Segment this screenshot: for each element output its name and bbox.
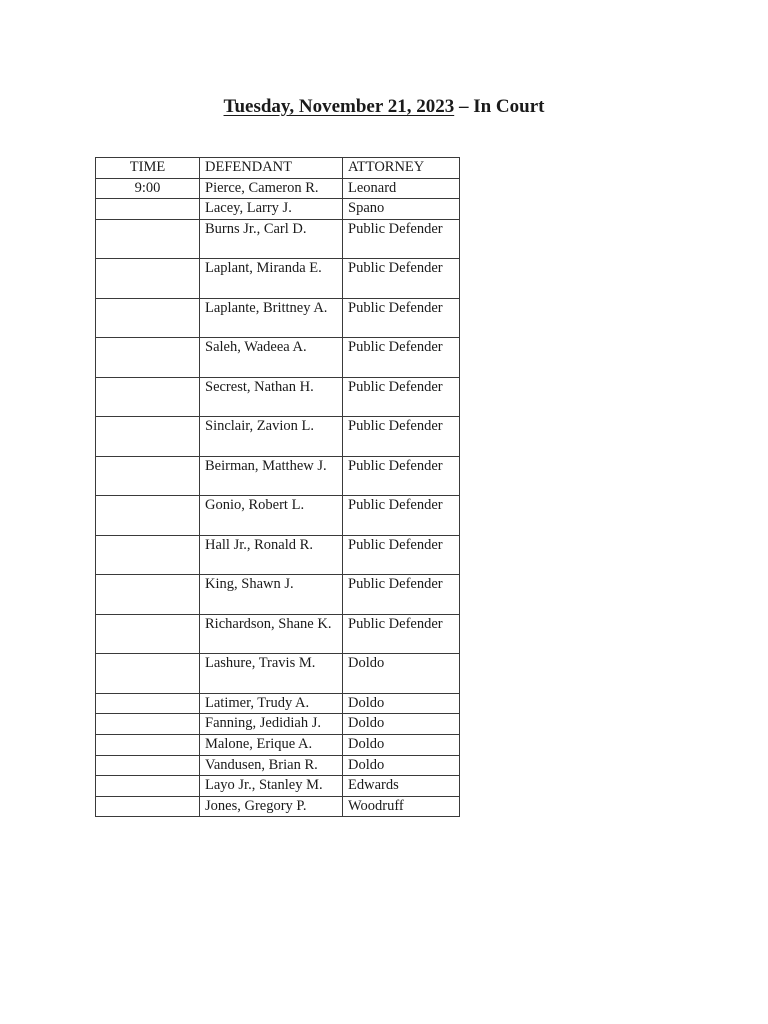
time-cell (96, 654, 200, 694)
table-row (96, 734, 460, 755)
time-cell (96, 417, 200, 457)
attorney-cell: Public Defender (343, 456, 460, 496)
attorney-cell: Public Defender (343, 338, 460, 378)
attorney-cell: Public Defender (343, 259, 460, 299)
table-row (96, 535, 460, 575)
time-cell (96, 377, 200, 417)
attorney-cell: Doldo (343, 654, 460, 694)
time-cell (96, 693, 200, 714)
header-time: TIME (96, 158, 200, 179)
table-row (96, 614, 460, 654)
defendant-cell: Laplante, Brittney A. (200, 298, 343, 338)
attorney-cell: Public Defender (343, 575, 460, 615)
title-suffix: – In Court (454, 96, 545, 117)
defendant-cell: Pierce, Cameron R. (200, 178, 343, 199)
defendant-cell: Lashure, Travis M. (200, 654, 343, 694)
defendant-cell: King, Shawn J. (200, 575, 343, 615)
time-cell (96, 776, 200, 797)
attorney-cell: Doldo (343, 693, 460, 714)
defendant-cell: Malone, Erique A. (200, 734, 343, 755)
defendant-cell: Fanning, Jedidiah J. (200, 714, 343, 735)
time-cell (96, 714, 200, 735)
table-row (96, 199, 460, 220)
header-attorney: ATTORNEY (343, 158, 460, 179)
defendant-cell: Gonio, Robert L. (200, 496, 343, 536)
attorney-cell: Edwards (343, 776, 460, 797)
title-date: Tuesday, November 21, 2023 (223, 96, 455, 117)
attorney-cell: Doldo (343, 714, 460, 735)
attorney-cell: Public Defender (343, 614, 460, 654)
time-cell (96, 575, 200, 615)
page-title (0, 96, 768, 118)
time-cell (96, 796, 200, 817)
docket-table-body (96, 178, 460, 817)
time-cell (96, 755, 200, 776)
attorney-cell: Public Defender (343, 219, 460, 259)
docket-table (95, 157, 460, 817)
table-row (96, 654, 460, 694)
time-cell: 9:00 (96, 178, 200, 199)
attorney-cell: Spano (343, 199, 460, 220)
time-cell (96, 199, 200, 220)
time-cell (96, 614, 200, 654)
table-row (96, 496, 460, 536)
time-cell (96, 298, 200, 338)
table-header-row (96, 158, 460, 179)
defendant-cell: Sinclair, Zavion L. (200, 417, 343, 457)
attorney-cell: Public Defender (343, 535, 460, 575)
table-row (96, 796, 460, 817)
defendant-cell: Hall Jr., Ronald R. (200, 535, 343, 575)
table-row (96, 259, 460, 299)
attorney-cell: Public Defender (343, 496, 460, 536)
time-cell (96, 535, 200, 575)
table-row (96, 456, 460, 496)
defendant-cell: Richardson, Shane K. (200, 614, 343, 654)
table-row (96, 338, 460, 378)
time-cell (96, 496, 200, 536)
defendant-cell: Jones, Gregory P. (200, 796, 343, 817)
attorney-cell: Doldo (343, 755, 460, 776)
defendant-cell: Laplant, Miranda E. (200, 259, 343, 299)
attorney-cell: Leonard (343, 178, 460, 199)
defendant-cell: Layo Jr., Stanley M. (200, 776, 343, 797)
attorney-cell: Public Defender (343, 298, 460, 338)
table-row (96, 575, 460, 615)
attorney-cell: Doldo (343, 734, 460, 755)
time-cell (96, 734, 200, 755)
defendant-cell: Vandusen, Brian R. (200, 755, 343, 776)
table-row (96, 298, 460, 338)
table-row (96, 219, 460, 259)
attorney-cell: Woodruff (343, 796, 460, 817)
table-row (96, 776, 460, 797)
time-cell (96, 219, 200, 259)
table-row (96, 755, 460, 776)
attorney-cell: Public Defender (343, 377, 460, 417)
time-cell (96, 456, 200, 496)
table-row (96, 417, 460, 457)
time-cell (96, 338, 200, 378)
defendant-cell: Lacey, Larry J. (200, 199, 343, 220)
header-defendant: DEFENDANT (200, 158, 343, 179)
time-cell (96, 259, 200, 299)
table-row (96, 377, 460, 417)
table-row (96, 178, 460, 199)
attorney-cell: Public Defender (343, 417, 460, 457)
defendant-cell: Latimer, Trudy A. (200, 693, 343, 714)
table-row (96, 693, 460, 714)
defendant-cell: Burns Jr., Carl D. (200, 219, 343, 259)
defendant-cell: Beirman, Matthew J. (200, 456, 343, 496)
defendant-cell: Secrest, Nathan H. (200, 377, 343, 417)
defendant-cell: Saleh, Wadeea A. (200, 338, 343, 378)
table-row (96, 714, 460, 735)
